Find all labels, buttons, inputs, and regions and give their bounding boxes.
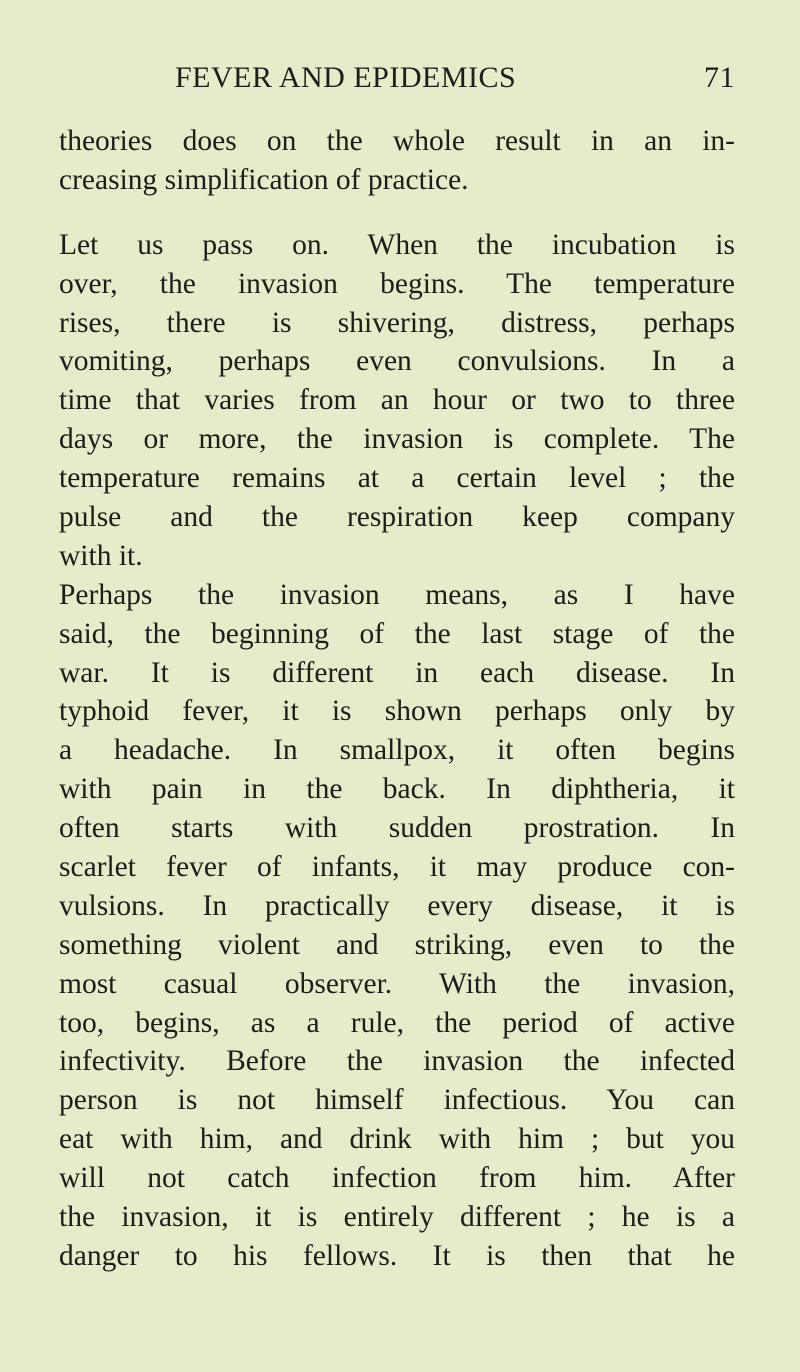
paragraph — [59, 576, 735, 1276]
text-line: time that varies from an hour or two to three — [59, 384, 735, 417]
paragraph — [59, 122, 735, 200]
text-line: person is not himself infectious. You can — [59, 1084, 735, 1117]
text-line: typhoid fever, it is shown perhaps only by — [59, 695, 735, 728]
text-line: vomiting, perhaps even convulsions. In a — [59, 345, 735, 378]
text-line: creasing simplification of practice. — [59, 163, 469, 196]
text-line: said, the beginning of the last stage of the — [59, 617, 735, 650]
page-number: 71 — [704, 61, 735, 94]
text-line: over, the invasion begins. The temperature — [59, 267, 735, 300]
text-line: days or more, the invasion is complete. The — [59, 423, 735, 456]
text-line: most casual observer. With the invasion, — [59, 967, 735, 1000]
text-line: scarlet fever of infants, it may produce con- — [59, 851, 735, 884]
text-line: eat with him, and drink with him ; but you — [59, 1123, 735, 1156]
text-line: Perhaps the invasion means, as I have — [59, 578, 735, 611]
text-line: pulse and the respiration keep company — [59, 501, 735, 534]
text-line: too, begins, as a rule, the period of active — [59, 1006, 735, 1039]
text-line: vulsions. In practically every disease, it is — [59, 889, 735, 922]
text-line: will not catch infection from him. After — [59, 1162, 735, 1195]
paragraph — [59, 226, 735, 576]
text-line: a headache. In smallpox, it often begins — [59, 734, 735, 767]
text-line: theories does on the whole result in an in- — [59, 125, 735, 157]
text-line: with it. — [59, 539, 143, 572]
text-line: something violent and striking, even to the — [59, 928, 735, 961]
text-line: with pain in the back. In diphtheria, it — [59, 773, 735, 806]
running-title: FEVER AND EPIDEMICS — [175, 61, 517, 94]
text-line: often starts with sudden prostration. In — [59, 812, 735, 845]
text-line: infectivity. Before the invasion the infected — [59, 1045, 735, 1078]
body-text — [59, 122, 735, 1276]
text-line: danger to his fellows. It is then that he — [59, 1239, 735, 1272]
text-line: rises, there is shivering, distress, perhaps — [59, 306, 735, 339]
running-head — [175, 60, 735, 96]
text-line: temperature remains at a certain level ; the — [59, 462, 735, 495]
text-line: the invasion, it is entirely different ; he is a — [59, 1201, 735, 1234]
text-line: Let us pass on. When the incubation is — [59, 228, 735, 261]
text-line: war. It is different in each disease. In — [59, 656, 735, 689]
paragraph-gap — [59, 200, 735, 226]
